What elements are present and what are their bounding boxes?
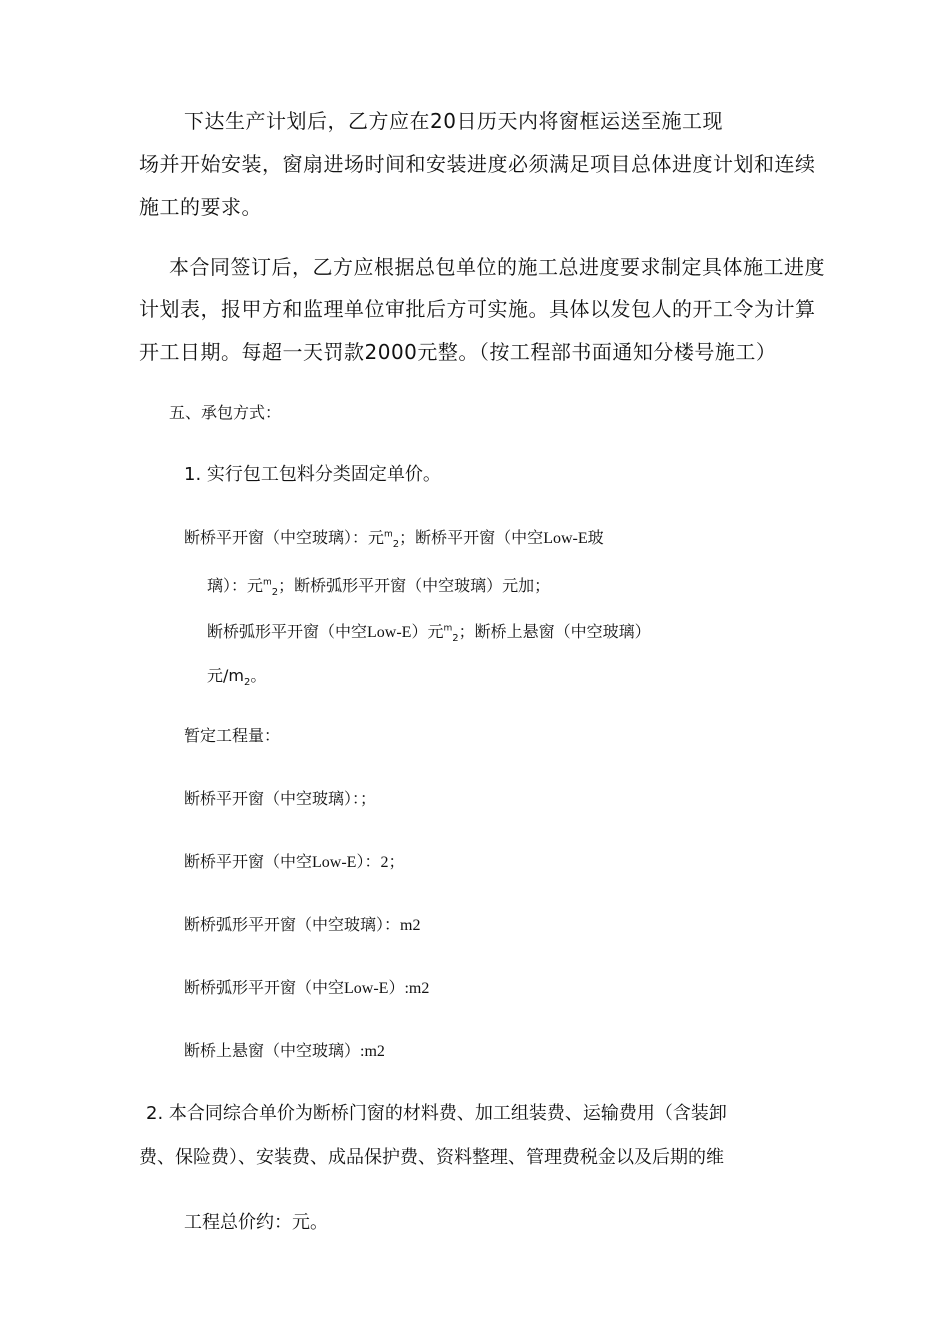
qty-line-3: 断桥弧形平开窗（中空玻璃）：m2 [184,915,421,934]
item2-line1: 2. 本合同综合单价为断桥门窗的材料费、加工组装费、运输费用（含装卸 [146,1103,727,1124]
para1-line1: 下达生产计划后，乙方应在20日历天内将窗框运送至施工现 [184,109,723,133]
price-line-1: 断桥平开窗（中空玻璃）：元$^m_2$；断桥平开窗（中空Low-E玻 [184,528,604,551]
price-line-4: 元$/m_2$。 [207,666,267,689]
para2-line2: 计划表，报甲方和监理单位审批后方可实施。具体以发包人的开工令为计算 [139,297,816,321]
qty-heading: 暂定工程量： [184,726,281,745]
para2-line3: 开工日期。每超一天罚款2000元整。（按工程部书面通知分楼号施工） [139,340,777,364]
price-line-2: 璃）：元$^m_2$；断桥弧形平开窗（中空玻璃）元加； [207,576,551,599]
price-line-3: 断桥弧形平开窗（中空Low-E）元$^m_2$；断桥上悬窗（中空玻璃） [207,622,651,645]
qty-line-5: 断桥上悬窗（中空玻璃）:m2 [184,1041,385,1060]
para1-line3: 施工的要求。 [139,195,262,219]
item1-text: 1. 实行包工包料分类固定单价。 [184,464,441,485]
section5-heading: 五、承包方式： [169,403,282,422]
qty-line-4: 断桥弧形平开窗（中空Low-E）:m2 [184,978,430,997]
total-price: 工程总价约：元。 [184,1212,328,1233]
para1-line2: 场并开始安装，窗扇进场时间和安装进度必须满足项目总体进度计划和连续 [139,152,816,176]
qty-line-2: 断桥平开窗（中空Low-E）：2； [184,852,405,871]
item2-line2: 费、保险费）、安装费、成品保护费、资料整理、管理费税金以及后期的维 [139,1147,724,1168]
para2-line1: 本合同签订后，乙方应根据总包单位的施工总进度要求制定具体施工进度 [169,255,825,279]
qty-line-1: 断桥平开窗（中空玻璃）：； [184,789,377,808]
